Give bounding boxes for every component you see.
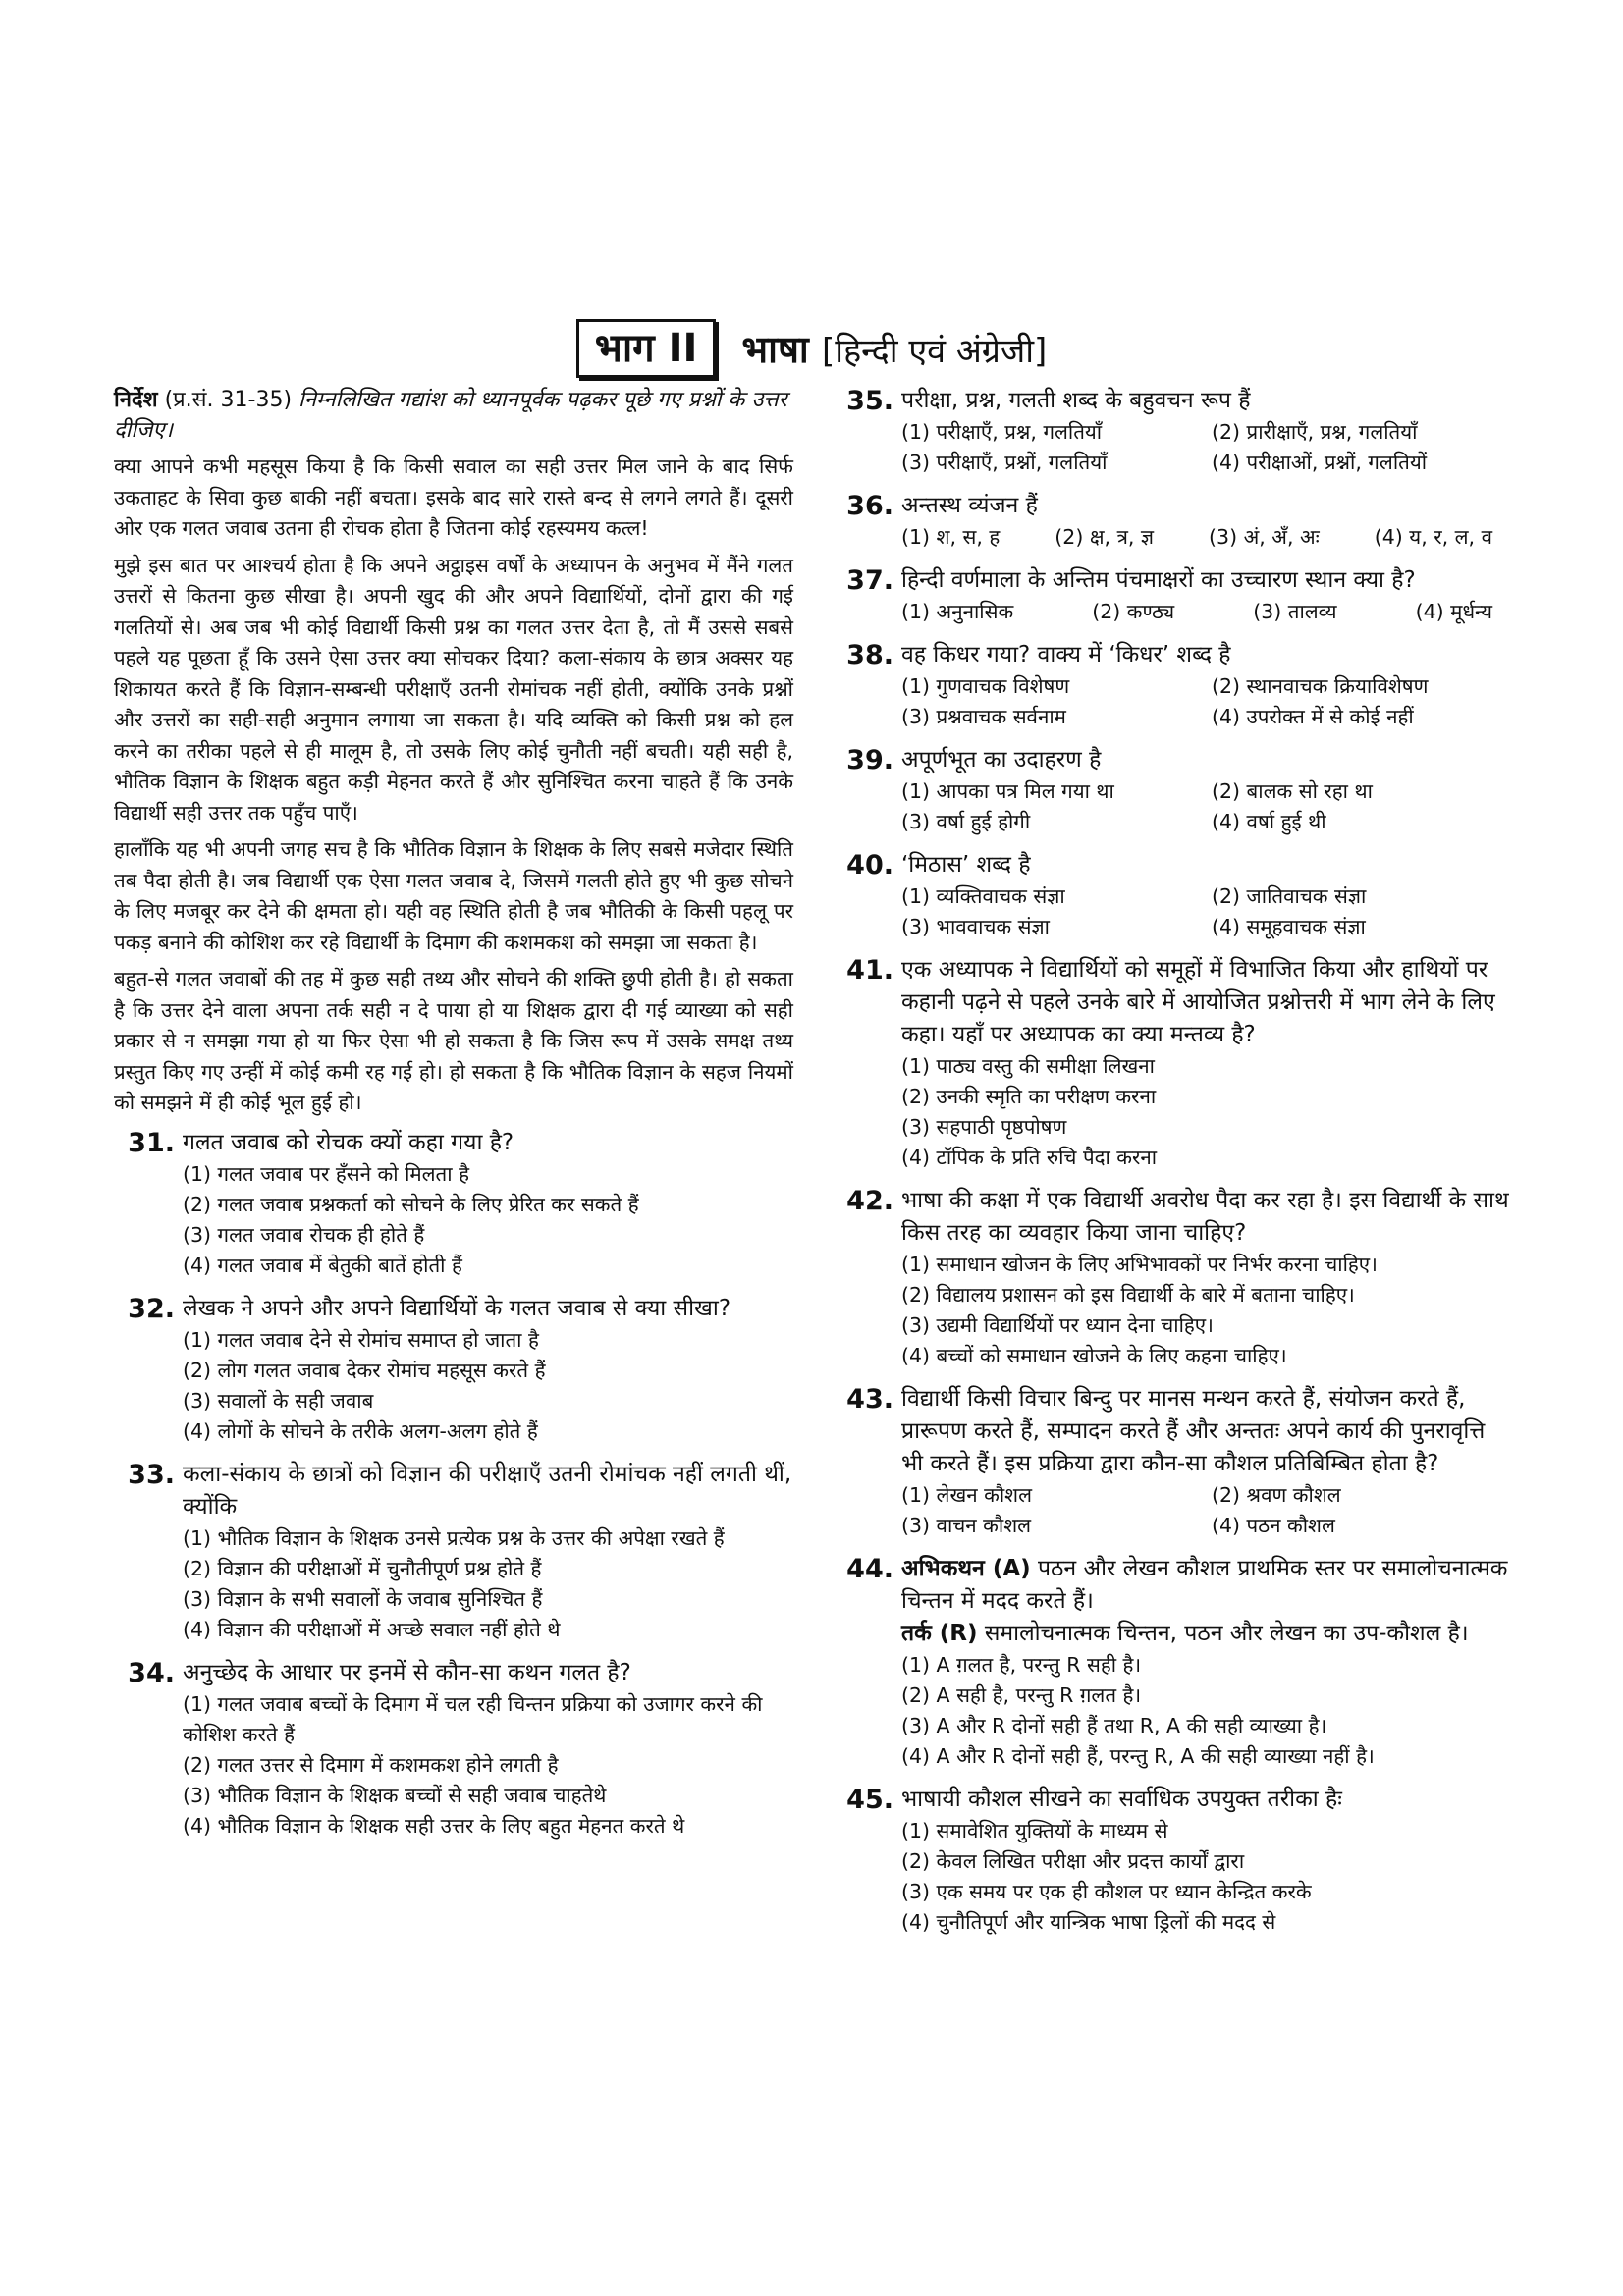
option: (2) विद्यालय प्रशासन को इस विद्यार्थी के बारे में बताना चाहिए। (901, 1283, 1355, 1307)
section-header (0, 319, 1623, 378)
question-text: वह किधर गया? वाक्य में ‘किधर’ शब्द है (901, 642, 1231, 667)
instruction-ref: (प्र.सं. 31-35) (164, 388, 293, 412)
question-number: 33. (128, 1459, 175, 1490)
question-number: 44. (846, 1554, 893, 1584)
option: (3) गलत जवाब रोचक ही होते हैं (183, 1222, 425, 1247)
option: (4) लोगों के सोचने के तरीके अलग-अलग होते हैं (183, 1418, 538, 1443)
option: (2) लोग गलत जवाब देकर रोमांच महसूस करते हैं (183, 1358, 546, 1382)
option: (2) जातिवाचक संज्ञा (1212, 884, 1367, 908)
question-37 (833, 564, 1512, 627)
reason (901, 1618, 1512, 1650)
question-43 (833, 1383, 1512, 1541)
option: (3) वाचन कौशल (901, 1514, 1032, 1537)
option: (3) विज्ञान के सभी सवालों के जवाब सुनिश्चित हैं (183, 1586, 543, 1611)
assertion (901, 1553, 1512, 1618)
instruction (114, 385, 793, 446)
option: (2) प्रारीक्षाएँ, प्रश्न, गलतियाँ (1212, 420, 1418, 444)
option: (1) भौतिक विज्ञान के शिक्षक उनसे प्रत्येक प्रश्न के उत्तर की अपेक्षा रखते हैं (183, 1525, 725, 1550)
reason-text: समालोचनात्मक चिन्तन, पठन और लेखन का उप-कौशल है। (984, 1621, 1469, 1646)
option: (1) गलत जवाब बच्चों के दिमाग में चल रही चिन्तन प्रक्रिया को उजागर करने की कोशिश करते हैं (183, 1691, 763, 1746)
option: (4) बच्चों को समाधान खोजने के लिए कहना चाहिए। (901, 1344, 1287, 1367)
passage-paragraph: क्या आपने कभी महसूस किया है कि किसी सवाल का सही उत्तर मिल जाने के बाद सिर्फ उकताहट के सिवा कुछ बाकी नहीं बचता। इसके बाद सारे रास्ते बन्द से लगने लगते हैं। दूसरी ओर एक गलत जवाब उतना ही रोचक होता है जितना कोई रहस्यमय कत्ल! (114, 454, 793, 540)
option: (3) तालव्य (1253, 600, 1337, 623)
option: (3) प्रश्नवाचक सर्वनाम (901, 705, 1066, 728)
option: (1) गलत जवाब पर हँसने को मिलता है (183, 1161, 469, 1186)
option: (4) समूहवाचक संज्ञा (1212, 915, 1366, 938)
instruction-text: निम्नलिखित गद्यांश को ध्यानपूर्वक पढ़कर पूछे गए प्रश्नों के उत्तर दीजिए। (114, 388, 787, 443)
option: (3) अं, अँ, अः (1209, 525, 1320, 549)
option: (2) विज्ञान की परीक्षाओं में चुनौतीपूर्ण प्रश्न होते हैं (183, 1556, 542, 1580)
question-text: एक अध्यापक ने विद्यार्थियों को समूहों में विभाजित किया और हाथियों पर कहानी पढ़ने से पहले उनके बारे में आयोजित प्रश्नोत्तरी में भाग लेने के लिए कहा। यहाँ पर अध्यापक का क्या मन्तव्य है? (901, 957, 1495, 1047)
option: (4) उपरोक्त में से कोई नहीं (1212, 705, 1414, 728)
option: (4) विज्ञान की परीक्षाओं में अच्छे सवाल नहीं होते थे (183, 1617, 561, 1641)
subject-subtitle: [हिन्दी एवं अंग्रेजी] (822, 332, 1048, 371)
option: (2) A सही है, परन्तु R ग़लत है। (901, 1683, 1142, 1707)
option: (1) व्यक्तिवाचक संज्ञा (901, 884, 1065, 908)
question-text: कला-संकाय के छात्रों को विज्ञान की परीक्षाएँ उतनी रोमांचक नहीं लगती थीं, क्योंकि (183, 1461, 792, 1520)
question-45 (833, 1784, 1512, 1938)
option: (4) टॉपिक के प्रति रुचि पैदा करना (901, 1146, 1158, 1169)
option: (1) लेखन कौशल (901, 1483, 1033, 1507)
question-text: अन्तस्थ व्यंजन हैं (901, 493, 1038, 518)
option: (3) उद्यमी विद्यार्थियों पर ध्यान देना चाहिए। (901, 1313, 1214, 1337)
question-number: 43. (846, 1384, 893, 1415)
question-number: 31. (128, 1127, 175, 1158)
option: (3) परीक्षाएँ, प्रश्नों, गलतियाँ (901, 451, 1108, 474)
option: (2) क्ष, त्र, ज्ञ (1055, 525, 1155, 549)
question-40 (833, 849, 1512, 942)
question-number: 45. (846, 1785, 893, 1815)
question-35 (833, 385, 1512, 478)
question-number: 37. (846, 565, 893, 596)
question-text: विद्यार्थी किसी विचार बिन्दु पर मानस मन्थन करते हैं, संयोजन करते हैं, प्रारूपण करते हैं, सम्पादन करते हैं और अन्ततः अपने कार्य की पुनरावृत्ति भी करते हैं। इस प्रक्रिया द्वारा कौन-सा कौशल प्रतिबिम्बित होता है? (901, 1386, 1486, 1476)
passage-paragraph: बहुत-से गलत जवाबों की तह में कुछ सही तथ्य और सोचने की शक्ति छुपी होती है। हो सकता है कि उत्तर देने वाला अपना तर्क सही न दे पाया हो या शिक्षक द्वारा दी गई व्याख्या को सही प्रकार से न समझा गया हो या फिर ऐसा भी हो सकता है कि जिस रूप में उसके समक्ष तथ्य प्रस्तुत किए गए उन्हीं में कोई कमी रह गई हो। हो सकता है कि भौतिक विज्ञान के सहज नियमों को समझने में ही कोई भूल हुई हो। (114, 967, 793, 1114)
question-34 (114, 1657, 793, 1842)
option: (1) समाधान खोजन के लिए अभिभावकों पर निर्भर करना चाहिए। (901, 1253, 1378, 1276)
option: (2) श्रवण कौशल (1212, 1483, 1341, 1507)
option: (3) वर्षा हुई होगी (901, 810, 1031, 833)
option: (4) चुनौतिपूर्ण और यान्त्रिक भाषा ड्रिलों की मदद से (901, 1910, 1276, 1934)
right-column (833, 385, 1512, 1938)
question-41 (833, 954, 1512, 1173)
option: (2) केवल लिखित परीक्षा और प्रदत्त कार्यों द्वारा (901, 1849, 1245, 1873)
option: (2) स्थानवाचक क्रियाविशेषण (1212, 674, 1429, 698)
option: (1) परीक्षाएँ, प्रश्न, गलतियाँ (901, 420, 1103, 444)
subject-title: भाषा [हिन्दी एवं अंग्रेजी] (741, 328, 1048, 371)
option: (4) पठन कौशल (1212, 1514, 1335, 1537)
question-number: 36. (846, 491, 893, 521)
option: (1) श, स, ह (901, 525, 1001, 549)
option: (4) य, र, ल, व (1374, 525, 1492, 549)
option: (1) समावेशित युक्तियों के माध्यम से (901, 1819, 1168, 1842)
option: (1) आपका पत्र मिल गया था (901, 779, 1114, 803)
question-number: 39. (846, 745, 893, 775)
question-text: ‘मिठास’ शब्द है (901, 852, 1031, 878)
question-text: लेखक ने अपने और अपने विद्यार्थियों के गलत जवाब से क्या सीखा? (183, 1295, 731, 1321)
option: (3) भौतिक विज्ञान के शिक्षक बच्चों से सही जवाब चाहतेथे (183, 1783, 607, 1807)
part-label: भाग II (576, 319, 717, 378)
option: (3) एक समय पर एक ही कौशल पर ध्यान केन्द्रित करके (901, 1880, 1312, 1903)
question-44 (833, 1553, 1512, 1772)
question-number: 35. (846, 386, 893, 416)
option: (1) अनुनासिक (901, 600, 1014, 623)
question-text: भाषायी कौशल सीखने का सर्वाधिक उपयुक्त तरीका हैः (901, 1787, 1342, 1812)
question-33 (114, 1459, 793, 1645)
option: (2) बालक सो रहा था (1212, 779, 1373, 803)
option: (1) A ग़लत है, परन्तु R सही है। (901, 1653, 1142, 1677)
question-number: 41. (846, 955, 893, 986)
reason-label: तर्क (R) (901, 1621, 978, 1646)
assertion-text: पठन और लेखन कौशल प्राथमिक स्तर पर समालोचनात्मक चिन्तन में मदद करते हैं। (901, 1556, 1508, 1614)
option: (3) भाववाचक संज्ञा (901, 915, 1050, 938)
question-number: 38. (846, 640, 893, 670)
question-text: हिन्दी वर्णमाला के अन्तिम पंचमाक्षरों का उच्चारण स्थान क्या है? (901, 567, 1416, 593)
passage-paragraph: हालाँकि यह भी अपनी जगह सच है कि भौतिक विज्ञान के शिक्षक के लिए सबसे मजेदार स्थिति तब पैदा होती है। जब विद्यार्थी एक ऐसा गलत जवाब दे, जिसमें गलती होते हुए भी कुछ सोचने के लिए मजबूर कर देने की क्षमता हो। यही वह स्थिति होती है जब भौतिकी के किसी पहलू पर पकड़ बनाने की कोशिश कर रहे विद्यार्थी के दिमाग की कशमकश को समझा जा सकता है। (114, 837, 793, 954)
option: (1) गलत जवाब देने से रोमांच समाप्त हो जाता है (183, 1327, 539, 1352)
option: (2) उनकी स्मृति का परीक्षण करना (901, 1085, 1157, 1108)
option: (4) वर्षा हुई थी (1212, 810, 1326, 833)
option: (2) कण्ठ्य (1092, 600, 1175, 623)
question-number: 42. (846, 1186, 893, 1216)
question-text: गलत जवाब को रोचक क्यों कहा गया है? (183, 1129, 514, 1155)
question-text: अपूर्णभूत का उदाहरण है (901, 747, 1102, 773)
question-36 (833, 490, 1512, 553)
question-number: 32. (128, 1293, 175, 1324)
option: (4) A और R दोनों सही हैं, परन्तु R, A की सही व्याख्या नहीं है। (901, 1744, 1375, 1768)
question-number: 40. (846, 850, 893, 881)
option: (4) भौतिक विज्ञान के शिक्षक सही उत्तर के लिए बहुत मेहनत करते थे (183, 1813, 685, 1838)
question-text: अनुच्छेद के आधार पर इनमें से कौन-सा कथन गलत है? (183, 1659, 631, 1685)
option: (4) मूर्धन्य (1415, 600, 1492, 623)
instruction-label: निर्देश (114, 388, 158, 412)
question-32 (114, 1293, 793, 1447)
option: (1) पाठ्य वस्तु की समीक्षा लिखना (901, 1054, 1155, 1078)
passage-paragraph: मुझे इस बात पर आश्चर्य होता है कि अपने अट्ठाइस वर्षों के अध्यापन के अनुभव में मैंने गलत उत्तरों से कितना कुछ सीखा है। अपनी खुद की और अपने विद्यार्थियों, दोनों द्वारा की गई गलतियों से। अब जब भी कोई विद्यार्थी किसी प्रश्न का गलत उत्तर देता है, तो मैं उससे सबसे पहले यह पूछता हूँ कि उसने ऐसा उत्तर क्या सोचकर दिया? कला-संकाय के छात्र अक्सर यह शिकायत करते हैं कि विज्ञान-सम्बन्धी परीक्षाएँ उतनी रोमांचक नहीं होती, क्योंकि उनके प्रश्नों और उत्तरों का सही-सही अनुमान लगाया जा सकता है। यदि व्यक्ति को किसी प्रश्न को हल करने का तरीका पहले से ही मालूम है, तो उसके लिए कोई चुनौती नहीं बचती। यही सही है, भौतिक विज्ञान के शिक्षक बहुत कड़ी मेहनत करते हैं और सुनिश्चित करना चाहते हैं कि उनके विद्यार्थी सही उत्तर तक पहुँच पाएँ। (114, 553, 793, 825)
question-38 (833, 639, 1512, 732)
left-column (114, 385, 793, 1842)
question-31 (114, 1127, 793, 1281)
question-text: परीक्षा, प्रश्न, गलती शब्द के बहुवचन रूप हैं (901, 388, 1251, 413)
option: (4) गलत जवाब में बेतुकी बातें होती हैं (183, 1253, 462, 1277)
option: (3) सवालों के सही जवाब (183, 1388, 374, 1413)
question-number: 34. (128, 1657, 175, 1688)
option: (2) गलत उत्तर से दिमाग में कशमकश होने लगती है (183, 1752, 559, 1777)
option: (3) A और R दोनों सही हैं तथा R, A की सही व्याख्या है। (901, 1714, 1327, 1737)
option: (3) सहपाठी पृष्ठपोषण (901, 1115, 1067, 1139)
question-42 (833, 1185, 1512, 1371)
option: (2) गलत जवाब प्रश्नकर्ता को सोचने के लिए प्रेरित कर सकते हैं (183, 1192, 639, 1216)
assertion-label: अभिकथन (A) (901, 1556, 1031, 1581)
question-text: भाषा की कक्षा में एक विद्यार्थी अवरोध पैदा कर रहा है। इस विद्यार्थी के साथ किस तरह का व्यवहार किया जाना चाहिए? (901, 1188, 1509, 1246)
question-39 (833, 744, 1512, 837)
option: (1) गुणवाचक विशेषण (901, 674, 1070, 698)
option: (4) परीक्षाओं, प्रश्नों, गलतियों (1212, 451, 1428, 474)
